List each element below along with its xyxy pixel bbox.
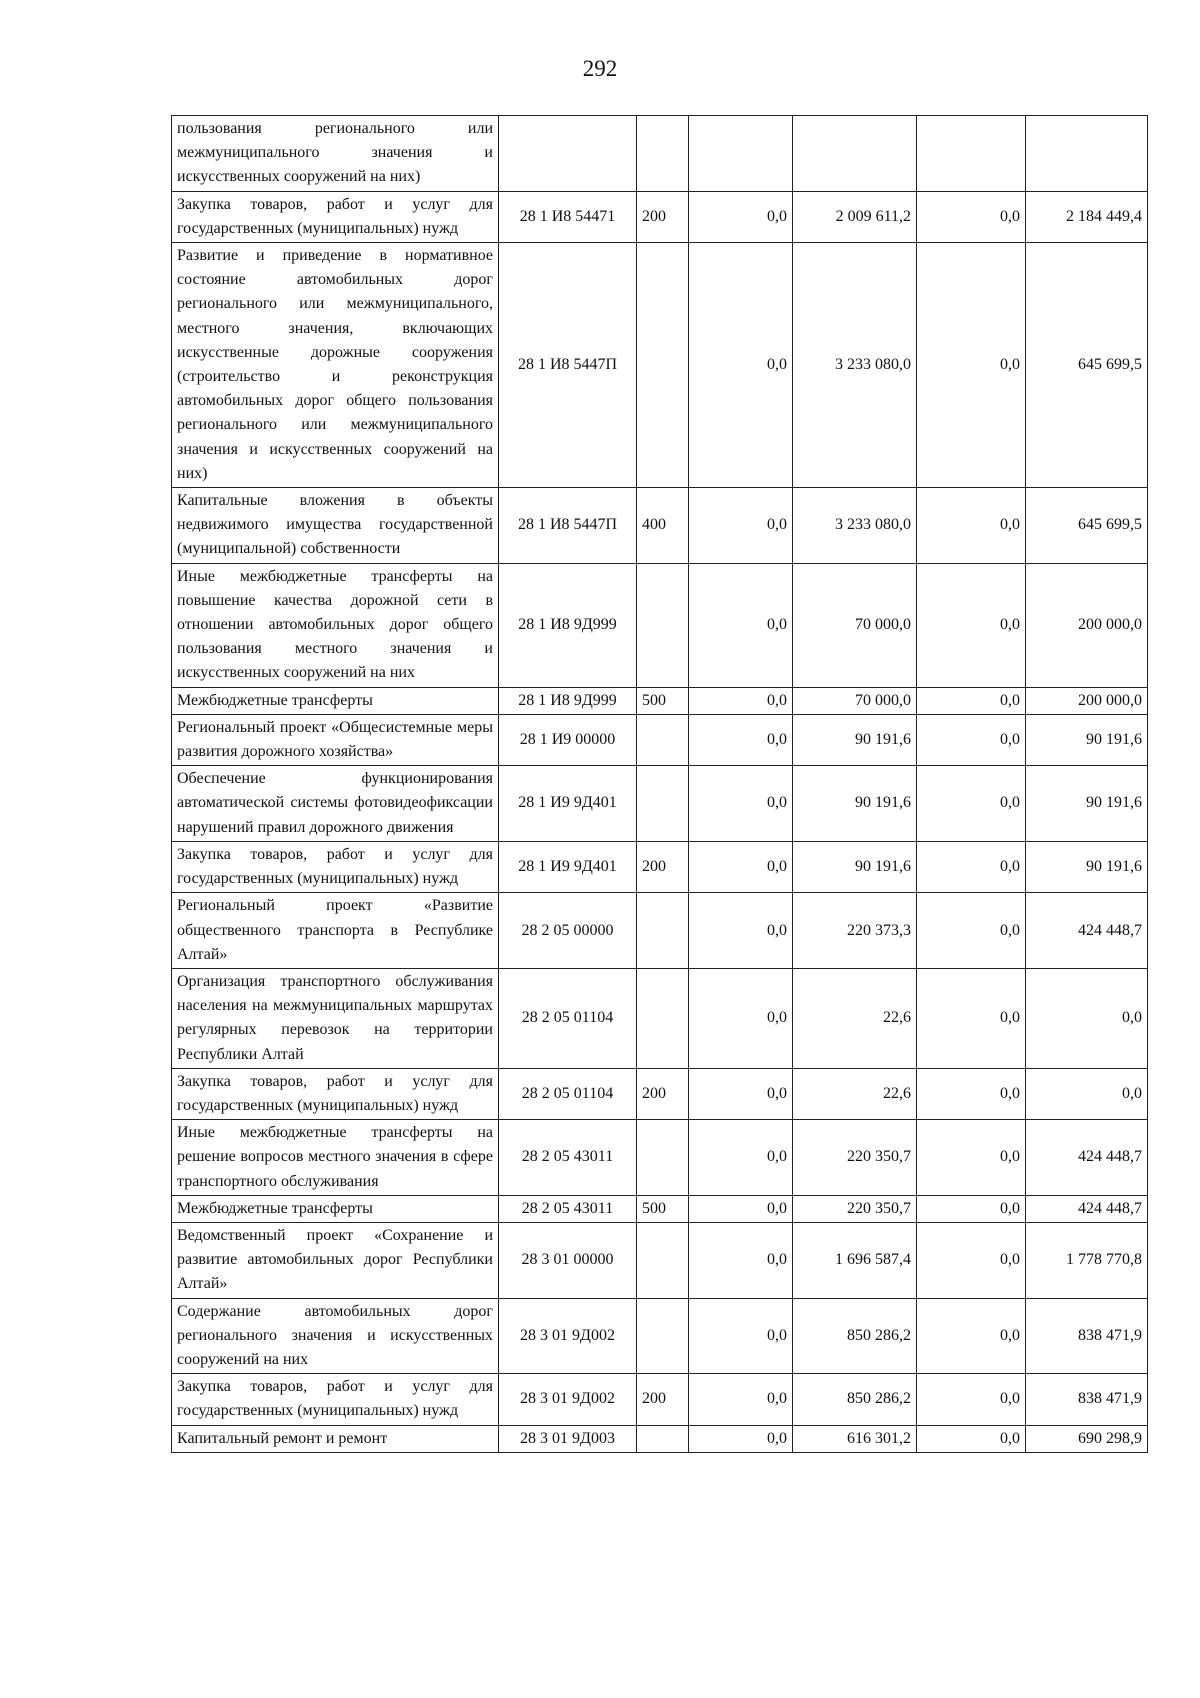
- row-expense-type: [637, 1222, 689, 1298]
- row-target-code: 28 3 01 9Д003: [499, 1425, 637, 1452]
- table-row: [172, 1298, 1148, 1374]
- table-row: [172, 687, 1148, 714]
- row-value-1: [689, 116, 793, 192]
- row-description: Закупка товаров, работ и услуг для государственных (муниципальных) нужд: [172, 1068, 499, 1119]
- row-value-2: 220 350,7: [793, 1195, 917, 1222]
- row-expense-type: 400: [637, 488, 689, 564]
- row-value-2: 90 191,6: [793, 766, 917, 842]
- table-row: [172, 1425, 1148, 1452]
- row-value-2: 90 191,6: [793, 841, 917, 892]
- row-description: Содержание автомобильных дорог регионального значения и искусственных сооружений на них: [172, 1298, 499, 1374]
- row-target-code: 28 1 И8 5447П: [499, 243, 637, 488]
- row-value-2: 1 696 587,4: [793, 1222, 917, 1298]
- row-value-3: 0,0: [917, 1120, 1026, 1196]
- row-description: Закупка товаров, работ и услуг для государственных (муниципальных) нужд: [172, 1374, 499, 1425]
- row-value-4: [1026, 116, 1148, 192]
- row-expense-type: 200: [637, 1374, 689, 1425]
- row-target-code: [499, 116, 637, 192]
- row-value-3: 0,0: [917, 563, 1026, 687]
- row-value-1: 0,0: [689, 1374, 793, 1425]
- table-row: [172, 1068, 1148, 1119]
- row-value-3: 0,0: [917, 1298, 1026, 1374]
- table-row: [172, 116, 1148, 192]
- row-value-1: 0,0: [689, 1425, 793, 1452]
- row-target-code: 28 1 И9 9Д401: [499, 766, 637, 842]
- table-row: [172, 968, 1148, 1068]
- row-value-1: 0,0: [689, 687, 793, 714]
- table-row: [172, 1374, 1148, 1425]
- row-description: Развитие и приведение в нормативное состояние автомобильных дорог регионального или межмуниципального, местного значения, включающих искусственные дорожные сооружения (строительство и реконструкция автомобильных дорог общего пользования регионального или межмуниципального значения и искусственных сооружений на них): [172, 243, 499, 488]
- row-value-4: 0,0: [1026, 968, 1148, 1068]
- row-value-4: 424 448,7: [1026, 1120, 1148, 1196]
- row-value-4: 90 191,6: [1026, 841, 1148, 892]
- row-value-1: 0,0: [689, 1298, 793, 1374]
- row-description: Региональный проект «Развитие общественного транспорта в Республике Алтай»: [172, 893, 499, 969]
- row-target-code: 28 2 05 43011: [499, 1195, 637, 1222]
- row-value-3: 0,0: [917, 1374, 1026, 1425]
- row-description: пользования регионального или межмуниципального значения и искусственных сооружений на них): [172, 116, 499, 192]
- row-expense-type: [637, 1425, 689, 1452]
- row-value-4: 838 471,9: [1026, 1374, 1148, 1425]
- row-value-1: 0,0: [689, 714, 793, 765]
- table-row: [172, 766, 1148, 842]
- row-value-4: 1 778 770,8: [1026, 1222, 1148, 1298]
- row-expense-type: [637, 1298, 689, 1374]
- row-description: Капитальные вложения в объекты недвижимого имущества государственной (муниципальной) собственности: [172, 488, 499, 564]
- row-expense-type: [637, 968, 689, 1068]
- row-value-4: 645 699,5: [1026, 488, 1148, 564]
- row-description: Обеспечение функционирования автоматической системы фотовидеофиксации нарушений правил дорожного движения: [172, 766, 499, 842]
- row-value-1: 0,0: [689, 1120, 793, 1196]
- row-target-code: 28 3 01 9Д002: [499, 1374, 637, 1425]
- row-target-code: 28 3 01 9Д002: [499, 1298, 637, 1374]
- row-value-3: 0,0: [917, 687, 1026, 714]
- table-row: [172, 563, 1148, 687]
- table-row: [172, 714, 1148, 765]
- table-row: [172, 1222, 1148, 1298]
- row-value-2: 70 000,0: [793, 687, 917, 714]
- row-expense-type: [637, 893, 689, 969]
- row-expense-type: 200: [637, 191, 689, 242]
- row-expense-type: [637, 243, 689, 488]
- row-value-2: 70 000,0: [793, 563, 917, 687]
- row-value-2: 850 286,2: [793, 1374, 917, 1425]
- row-description: Межбюджетные трансферты: [172, 687, 499, 714]
- row-value-4: 645 699,5: [1026, 243, 1148, 488]
- row-value-4: 90 191,6: [1026, 714, 1148, 765]
- row-value-3: 0,0: [917, 243, 1026, 488]
- row-value-1: 0,0: [689, 243, 793, 488]
- row-expense-type: [637, 766, 689, 842]
- row-target-code: 28 1 И8 9Д999: [499, 563, 637, 687]
- row-value-2: 850 286,2: [793, 1298, 917, 1374]
- budget-table-body: [172, 116, 1148, 1453]
- row-description: Иные межбюджетные трансферты на решение вопросов местного значения в сфере транспортного обслуживания: [172, 1120, 499, 1196]
- row-value-4: 200 000,0: [1026, 563, 1148, 687]
- row-target-code: 28 2 05 00000: [499, 893, 637, 969]
- row-description: Ведомственный проект «Сохранение и развитие автомобильных дорог Республики Алтай»: [172, 1222, 499, 1298]
- row-value-4: 690 298,9: [1026, 1425, 1148, 1452]
- row-expense-type: 200: [637, 841, 689, 892]
- row-value-3: 0,0: [917, 766, 1026, 842]
- row-expense-type: 500: [637, 687, 689, 714]
- row-description: Межбюджетные трансферты: [172, 1195, 499, 1222]
- row-value-4: 838 471,9: [1026, 1298, 1148, 1374]
- row-value-4: 424 448,7: [1026, 1195, 1148, 1222]
- row-value-1: 0,0: [689, 1068, 793, 1119]
- row-value-2: 22,6: [793, 1068, 917, 1119]
- row-target-code: 28 2 05 01104: [499, 968, 637, 1068]
- row-description: Закупка товаров, работ и услуг для государственных (муниципальных) нужд: [172, 841, 499, 892]
- row-value-3: 0,0: [917, 191, 1026, 242]
- row-value-2: 220 373,3: [793, 893, 917, 969]
- row-value-3: [917, 116, 1026, 192]
- table-row: [172, 1120, 1148, 1196]
- row-description: Закупка товаров, работ и услуг для государственных (муниципальных) нужд: [172, 191, 499, 242]
- row-description: Организация транспортного обслуживания населения на межмуниципальных маршрутах регулярных перевозок на территории Республики Алтай: [172, 968, 499, 1068]
- table-row: [172, 893, 1148, 969]
- row-expense-type: 200: [637, 1068, 689, 1119]
- row-value-1: 0,0: [689, 893, 793, 969]
- row-value-2: 3 233 080,0: [793, 488, 917, 564]
- row-value-1: 0,0: [689, 1195, 793, 1222]
- row-expense-type: [637, 1120, 689, 1196]
- row-value-4: 424 448,7: [1026, 893, 1148, 969]
- row-value-4: 2 184 449,4: [1026, 191, 1148, 242]
- row-value-1: 0,0: [689, 1222, 793, 1298]
- row-value-2: 2 009 611,2: [793, 191, 917, 242]
- row-expense-type: 500: [637, 1195, 689, 1222]
- budget-table: [171, 115, 1148, 1453]
- row-value-1: 0,0: [689, 968, 793, 1068]
- page-number: 292: [582, 56, 618, 81]
- row-value-2: 22,6: [793, 968, 917, 1068]
- row-expense-type: [637, 563, 689, 687]
- row-value-3: 0,0: [917, 841, 1026, 892]
- row-value-3: 0,0: [917, 714, 1026, 765]
- row-value-3: 0,0: [917, 893, 1026, 969]
- row-value-1: 0,0: [689, 841, 793, 892]
- row-description: Иные межбюджетные трансферты на повышение качества дорожной сети в отношении автомобильных дорог общего пользования местного значения и искусственных сооружений на них: [172, 563, 499, 687]
- row-value-3: 0,0: [917, 1425, 1026, 1452]
- row-target-code: 28 1 И9 00000: [499, 714, 637, 765]
- table-row: [172, 1195, 1148, 1222]
- row-value-2: 90 191,6: [793, 714, 917, 765]
- row-value-2: 616 301,2: [793, 1425, 917, 1452]
- row-expense-type: [637, 714, 689, 765]
- row-value-3: 0,0: [917, 488, 1026, 564]
- row-target-code: 28 2 05 43011: [499, 1120, 637, 1196]
- row-value-3: 0,0: [917, 1195, 1026, 1222]
- row-value-2: [793, 116, 917, 192]
- row-target-code: 28 2 05 01104: [499, 1068, 637, 1119]
- row-target-code: 28 3 01 00000: [499, 1222, 637, 1298]
- row-value-2: 220 350,7: [793, 1120, 917, 1196]
- row-description: Капитальный ремонт и ремонт: [172, 1425, 499, 1452]
- row-value-4: 0,0: [1026, 1068, 1148, 1119]
- table-row: [172, 841, 1148, 892]
- row-value-3: 0,0: [917, 1068, 1026, 1119]
- row-value-4: 90 191,6: [1026, 766, 1148, 842]
- row-value-1: 0,0: [689, 488, 793, 564]
- row-value-1: 0,0: [689, 766, 793, 842]
- row-value-3: 0,0: [917, 968, 1026, 1068]
- row-value-2: 3 233 080,0: [793, 243, 917, 488]
- row-target-code: 28 1 И8 54471: [499, 191, 637, 242]
- row-value-1: 0,0: [689, 191, 793, 242]
- table-row: [172, 243, 1148, 488]
- row-target-code: 28 1 И8 5447П: [499, 488, 637, 564]
- row-description: Региональный проект «Общесистемные меры развития дорожного хозяйства»: [172, 714, 499, 765]
- row-value-3: 0,0: [917, 1222, 1026, 1298]
- table-row: [172, 191, 1148, 242]
- table-row: [172, 488, 1148, 564]
- row-target-code: 28 1 И8 9Д999: [499, 687, 637, 714]
- row-target-code: 28 1 И9 9Д401: [499, 841, 637, 892]
- row-expense-type: [637, 116, 689, 192]
- row-value-1: 0,0: [689, 563, 793, 687]
- row-value-4: 200 000,0: [1026, 687, 1148, 714]
